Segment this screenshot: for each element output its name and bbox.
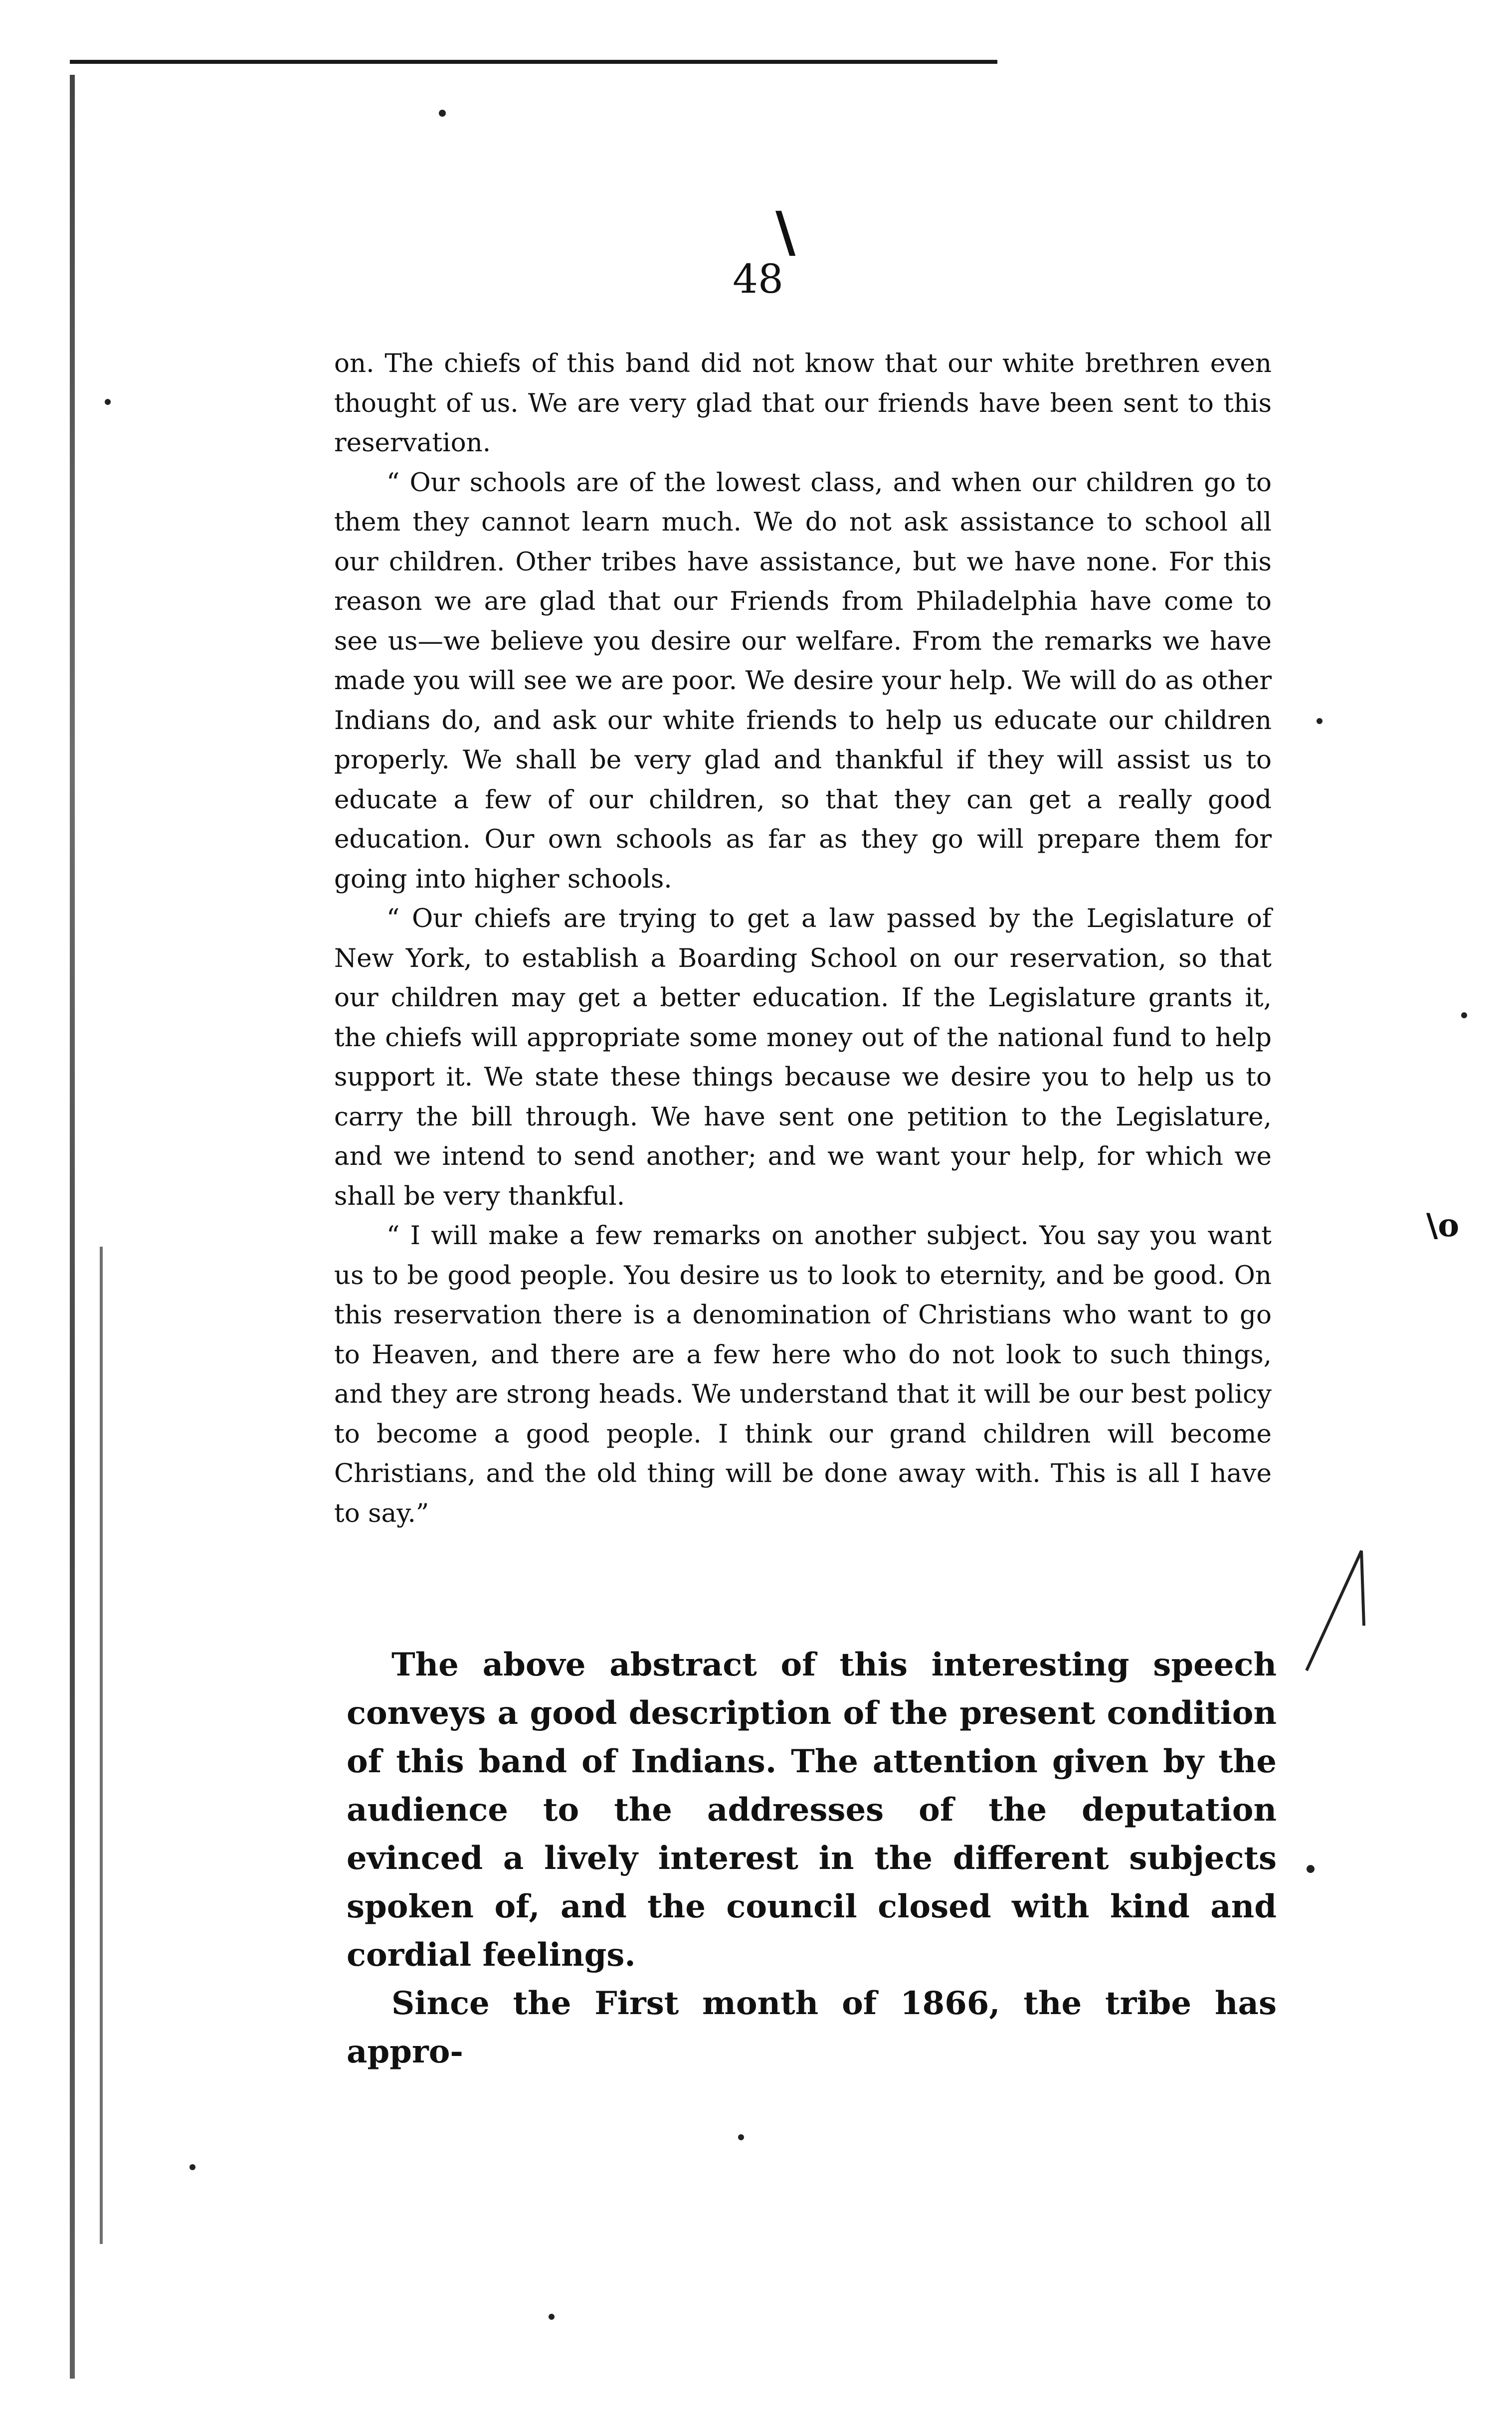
narrative-block <box>347 1641 1277 2076</box>
narrative-paragraph-2: Since the First month of 1866, the tribe has appro- <box>347 1985 1277 2070</box>
left-margin-rule-secondary <box>100 1247 103 2244</box>
page-number: 48 <box>733 256 783 302</box>
ink-speck <box>738 2134 744 2140</box>
right-margin-mark: \o <box>1426 1207 1460 1244</box>
speech-block <box>334 344 1272 1533</box>
ink-speck <box>189 2164 195 2170</box>
speech-paragraph-3: “ Our chiefs are trying to get a law passed by the Legislature of New York, to establish a Boarding School on our reservation, so that our children may get a better education. If the Legislature grants it, the chiefs will appropriate some money out of the national fund to help support it. We state these things because we desire you to help us to carry the bill through. We have sent one petition to the Legislature, and we intend to send another; and we want your help, for which we shall be very thankful. <box>334 904 1272 1211</box>
top-border-rule <box>70 60 997 64</box>
ink-speck <box>1307 1865 1315 1873</box>
ink-speck <box>1317 718 1323 724</box>
speech-paragraph-2: “ Our schools are of the lowest class, and when our children go to them they cannot learn much. We do not ask assistance to school all our children. Other tribes have assistance, but we have none. For this reason we are glad that our Friends from Philadelphia have come to see us—we believe you desire our welfare. From the remarks we have made you will see we are poor. We desire your help. We will do as other Indians do, and ask our white friends to help us educate our children properly. We shall be very glad and thankful if they will assist us to educate a few of our children, so that they can get a really good education. Our own schools as far as they go will prepare them for going into higher schools. <box>334 467 1272 894</box>
speech-paragraph-1: on. The chiefs of this band did not know that our white brethren even thought of us. We are very glad that our friends have been sent to this reservation. <box>334 349 1272 458</box>
ink-speck <box>439 110 446 117</box>
narrative-paragraph-1: The above abstract of this interesting speech conveys a good description of the present condition of this band of Indians. The attention given by the audience to the addresses of the deputation evinced a lively interest in the different subjects spoken of, and the council closed with kind and cordial feelings. <box>347 1646 1277 1974</box>
ink-speck <box>549 2314 555 2320</box>
pencil-check-mark <box>1302 1546 1371 1675</box>
speech-paragraph-4: “ I will make a few remarks on another subject. You say you want us to be good people. You desire us to look to eternity, and be good. On this reservation there is a denomination of Christians who want to go to Heaven, and there are a few here who do not look to such things, and they are strong heads. We understand that it will be our best policy to become a good people. I think our grand children will become Christians, and the old thing will be done away with. This is all I have to say.” <box>334 1221 1272 1528</box>
left-margin-rule <box>70 75 75 2379</box>
ink-speck <box>1461 1012 1467 1018</box>
ink-speck <box>105 399 111 405</box>
header-mark: \ <box>775 199 796 264</box>
